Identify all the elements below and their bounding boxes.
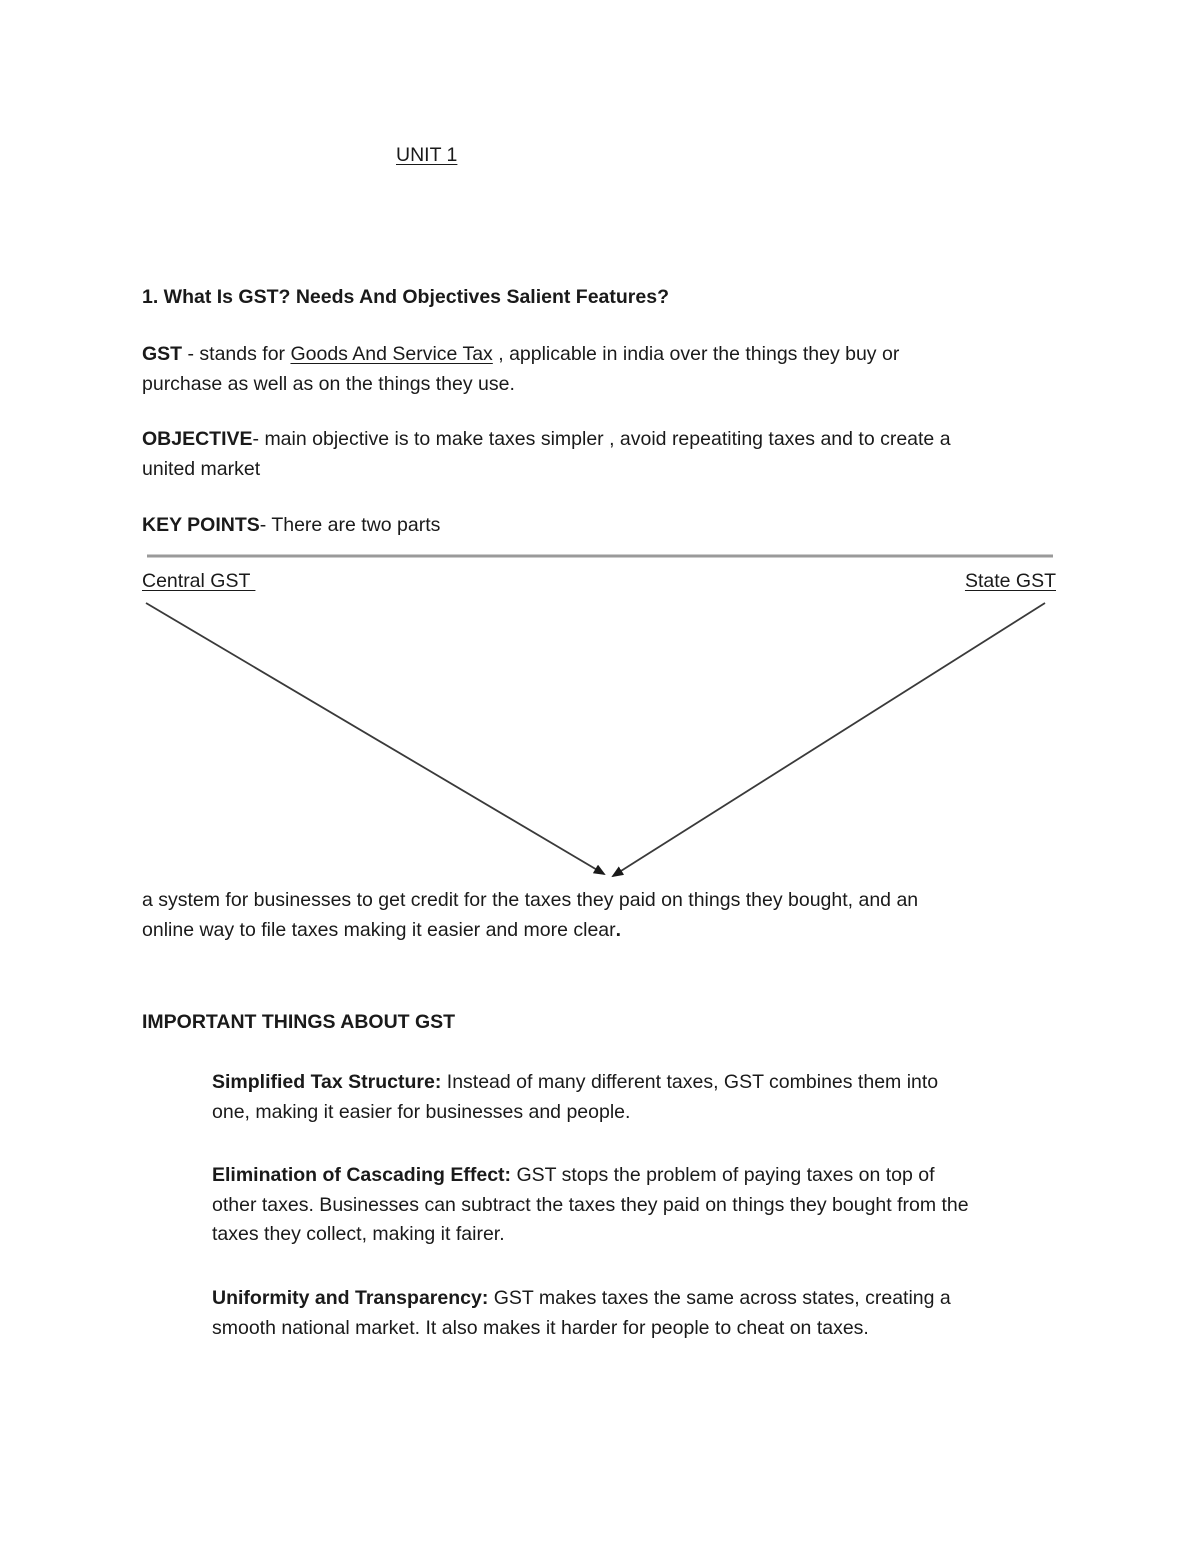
feature-term: Uniformity and Transparency: xyxy=(212,1287,489,1309)
gst-term: GST xyxy=(142,343,183,365)
state-gst-arrow xyxy=(613,603,1045,876)
result-line2-period: . xyxy=(615,919,622,941)
gst-full-form-link[interactable]: Goods And Service Tax xyxy=(290,343,493,365)
central-gst-arrow xyxy=(146,603,604,874)
key-points-rest: - There are two parts xyxy=(259,514,441,536)
feature-line-1 xyxy=(212,1284,1062,1314)
feature-line1-rest: GST stops the problem of paying taxes on top of xyxy=(511,1164,935,1186)
feature-term: Elimination of Cascading Effect: xyxy=(212,1164,512,1186)
result-paragraph xyxy=(142,885,1052,945)
feature-term: Simplified Tax Structure: xyxy=(212,1071,442,1093)
state-gst-label: State GST xyxy=(964,570,1056,592)
objective-line-2: united market xyxy=(142,457,261,480)
feature-line-3: taxes they collect, making it fairer. xyxy=(212,1223,505,1245)
feature-uniformity xyxy=(212,1284,1062,1343)
feature-line1-rest: Instead of many different taxes, GST combines them into xyxy=(441,1071,939,1093)
feature-line1-rest: GST makes taxes the same across states, creating a xyxy=(488,1287,951,1309)
important-heading: IMPORTANT THINGS ABOUT GST xyxy=(142,1011,456,1033)
objective-term: OBJECTIVE xyxy=(142,428,253,450)
result-line-2 xyxy=(142,915,1052,945)
feature-line-1 xyxy=(212,1068,1062,1098)
feature-line-2: other taxes. Businesses can subtract the taxes they paid on things they bought from the xyxy=(212,1193,969,1216)
feature-line-2: one, making it easier for businesses and people. xyxy=(212,1100,631,1123)
central-gst-label: Central GST xyxy=(142,570,256,592)
gst-definition-line-2: purchase as well as on the things they use. xyxy=(142,372,515,395)
feature-cascading-effect xyxy=(212,1161,1062,1250)
gst-pre: - stands for xyxy=(182,343,291,365)
feature-simplified-tax xyxy=(212,1068,1062,1127)
result-line2-text: online way to file taxes making it easier and more clear xyxy=(142,919,616,941)
feature-line-1 xyxy=(212,1161,1062,1191)
feature-line-2: smooth national market. It also makes it harder for people to cheat on taxes. xyxy=(212,1316,869,1339)
objective-line1-rest: - main objective is to make taxes simpler , avoid repeatiting taxes and to create a xyxy=(252,428,951,450)
key-points-term: KEY POINTS xyxy=(142,514,260,536)
result-line-1: a system for businesses to get credit for the taxes they paid on things they bought, and an xyxy=(142,889,919,911)
gst-line1-rest: , applicable in india over the things they buy or xyxy=(492,343,900,365)
question-heading: 1. What Is GST? Needs And Objectives Salient Features? xyxy=(142,286,669,308)
unit-title: UNIT 1 xyxy=(396,144,458,166)
